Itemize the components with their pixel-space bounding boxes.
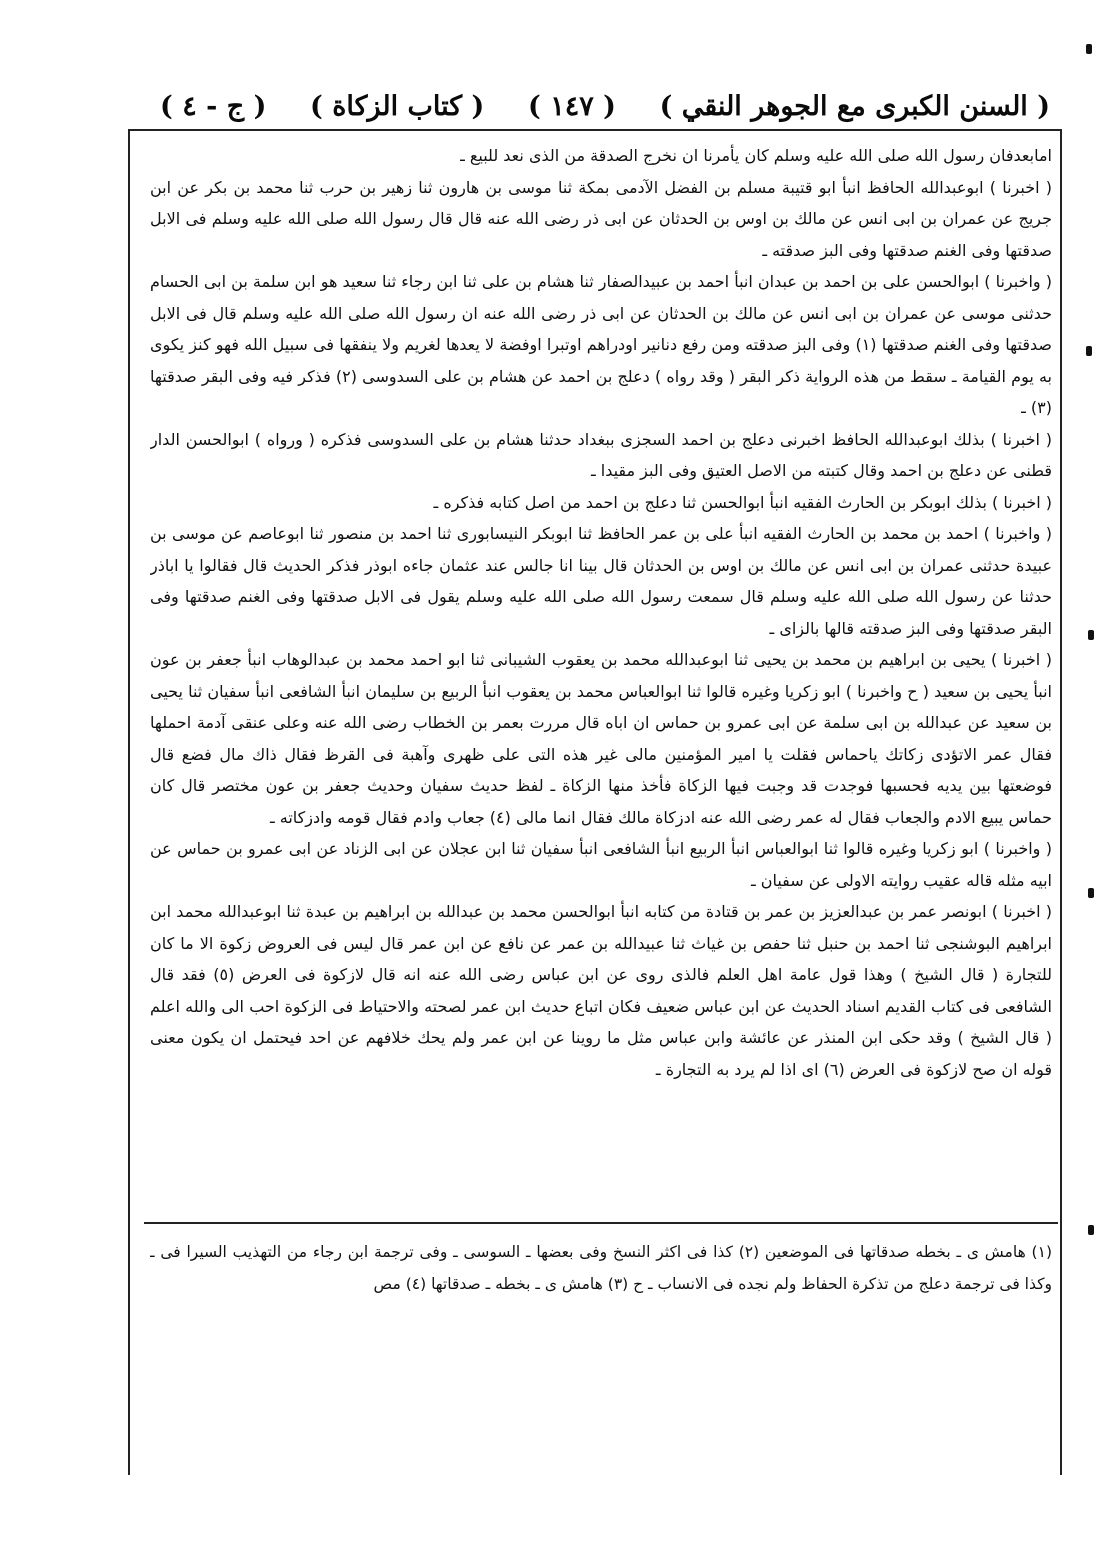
paragraph: ( اخبرنا ) ابونصر عمر بن عبدالعزيز بن عمر بن قتادة من كتابه انبأ ابوالحسن محمد بن عبدالله بن ابراهيم بن عبدة ثنا ابوعبدالله محمد ابن ابراهيم البوشنجى ثنا احمد بن حنبل ثنا حفص بن غياث ثنا عبيدالله بن عمر عن نافع عن ابن عمر قال ليس فى العروض زكوة الا ما كان للتجارة ( قال الشيخ ) وهذا قول عامة اهل العلم فالذى روى عن ابن عباس رضى الله عنه انه قال لازكوة فى العرض (٥) فقد قال الشافعى فى كتاب القديم اسناد الحديث عن ابن عباس ضعيف فكان اتباع حديث ابن عمر لصحته والاحتياط فى الزكوة احب الى والله اعلم ( قال الشيخ ) وقد حكى ابن المنذر عن عائشة وابن عباس مثل ما روينا عن ابن عمر ولم يحك خلافهم عن احد فيحتمل ان يكون معنى قوله ان صح لازكوة فى العرض (٦) اى اذا لم يرد به التجارة ـ	[150, 902, 1052, 1079]
margin-mark	[1088, 888, 1094, 898]
paragraph: ( اخبرنا ) يحيى بن ابراهيم بن محمد بن يحيى ثنا ابوعبدالله محمد بن يعقوب الشيبانى ثنا ابو احمد محمد بن عبدالوهاب انبأ جعفر بن عون انبأ يحيى بن سعيد ( ح واخبرنا ) ابو زكريا وغيره قالوا ثنا ابوالعباس محمد بن يعقوب انبأ الربيع بن سليمان انبأ الشافعى انبأ سفيان ثنا يحيى بن سعيد عن عبدالله بن ابى سلمة عن ابى عمرو بن حماس ان اباه قال مررت بعمر بن الخطاب رضى الله عنه وعلى عنقى آدمة احملها فقال عمر الاتؤدى زكاتك ياحماس فقلت يا امير المؤمنين مالى غير هذه التى على ظهرى وآهبة فى القرظ فقال ذاك مال فضع قال فوضعتها بين يديه فحسبها فوجدت قد وجبت فيها الزكاة فأخذ منها الزكاة ـ لفظ حديث سفيان وحديث جعفر بن عون مختصر قال كان حماس يبيع الادم والجعاب فقال له عمر رضى الله عنه ادزكاة مالك فقال انما مالى (٤) جعاب وادم فقال قومه وادزكاته ـ	[150, 650, 1052, 827]
paragraph: ( واخبرنا ) ابو زكريا وغيره قالوا ثنا ابوالعباس انبأ الربيع انبأ الشافعى انبأ سفيان ثنا ابن عجلان عن ابى الزناد عن ابى عمرو بن حماس عن ابيه مثله قاله عقيب روايته الاولى عن سفيان ـ	[150, 839, 1052, 890]
volume-number: ( ج - ٤ )	[160, 90, 267, 122]
footnote-divider	[144, 1222, 1058, 1224]
page-number: ( ١٤٧ )	[528, 90, 616, 122]
book-title: ( السنن الكبرى مع الجوهر النقي )	[659, 90, 1050, 122]
footnote-text: (١) هامش ى ـ بخطه صدقاتها فى الموضعين (٢) كذا فى اكثر النسخ وفى بعضها ـ السوسى ـ وفى ترجمة ابن رجاء من التهذيب السيرا فى ـ وكذا فى ترجمة دعلج من تذكرة الحفاظ ولم نجده فى الانساب ـ ح (٣) هامش ى ـ بخطه ـ صدقاتها (٤) مص	[150, 1243, 1052, 1293]
footnotes	[150, 1236, 1052, 1366]
chapter-title: ( كتاب الزكاة )	[310, 90, 485, 122]
margin-mark	[1086, 346, 1092, 356]
margin-mark	[1088, 1225, 1094, 1235]
paragraph: ( اخبرنا ) بذلك ابوعبدالله الحافظ اخبرنى دعلج بن احمد السجزى ببغداد حدثنا هشام بن على السدوسى فذكره ( ورواه ) ابوالحسن الدار قطنى عن دعلج بن احمد وقال كتبته من الاصل العتيق وفى البز مقيدا ـ	[150, 429, 1052, 480]
running-header	[160, 84, 1050, 128]
paragraph: امابعدفان رسول الله صلى الله عليه وسلم كان يأمرنا ان نخرج الصدقة من الذى نعد للبيع ـ	[460, 146, 1052, 165]
paragraph: ( واخبرنا ) احمد بن محمد بن الحارث الفقيه انبأ على بن عمر الحافظ ثنا ابوبكر النيسابورى ثنا احمد بن منصور ثنا ابوعاصم عن موسى بن عبيدة حدثنى عمران بن ابى انس عن مالك بن اوس بن الحدثان قال بينا انا جالس عند عثمان جاءه ابوذر فذكر الحديث قال فقالوا يا اباذر حدثنا عن رسول الله صلى الله عليه وسلم قال سمعت رسول الله صلى الله عليه وسلم يقول فى الابل صدقتها وفى الغنم صدقتها وفى البقر صدقتها وفى البز صدقته قالها بالزاى ـ	[150, 524, 1052, 638]
paragraph: ( واخبرنا ) ابوالحسن على بن احمد بن عبدان انبأ احمد بن عبيدالصفار ثنا هشام بن على ثنا ابن رجاء ثنا سعيد هو ابن سلمة بن ابى الحسام حدثنى موسى عن عمران بن ابى انس عن مالك بن الحدثان عن ابى ذر رضى الله عنه ان رسول الله صلى الله عليه وسلم قال فى الابل صدقتها وفى الغنم صدقتها (١) وفى البز صدقته ومن رفع دنانير اودراهم اوتبرا اوفضة لا يعدها لغريم ولا ينفقها فى سبيل الله فهو كنز يكوى به يوم القيامة ـ سقط من هذه الرواية ذكر البقر ( وقد رواه ) دعلج بن احمد عن هشام بن على السدوسى (٢) فذكر فيه وفى البقر صدقتها (٣) ـ	[150, 272, 1052, 417]
margin-mark	[1086, 44, 1092, 54]
main-text	[150, 140, 1052, 1225]
margin-mark	[1088, 630, 1094, 640]
paragraph: ( اخبرنا ) بذلك ابوبكر بن الحارث الفقيه انبأ ابوالحسن ثنا دعلج بن احمد من اصل كتابه فذكره ـ	[433, 492, 1052, 512]
paragraph: ( اخبرنا ) ابوعبدالله الحافظ انبأ ابو قتيبة مسلم بن الفضل الآدمى بمكة ثنا موسى بن هارون ثنا زهير بن حرب ثنا محمد بن بكر عن ابن جريج عن عمران بن ابى انس عن مالك بن اوس بن الحدثان عن ابى ذر رضى الله عنه قال قال رسول الله صلى الله عليه وسلم فى الابل صدقتها وفى الغنم صدقتها وفى البز صدقته ـ	[150, 177, 1052, 260]
